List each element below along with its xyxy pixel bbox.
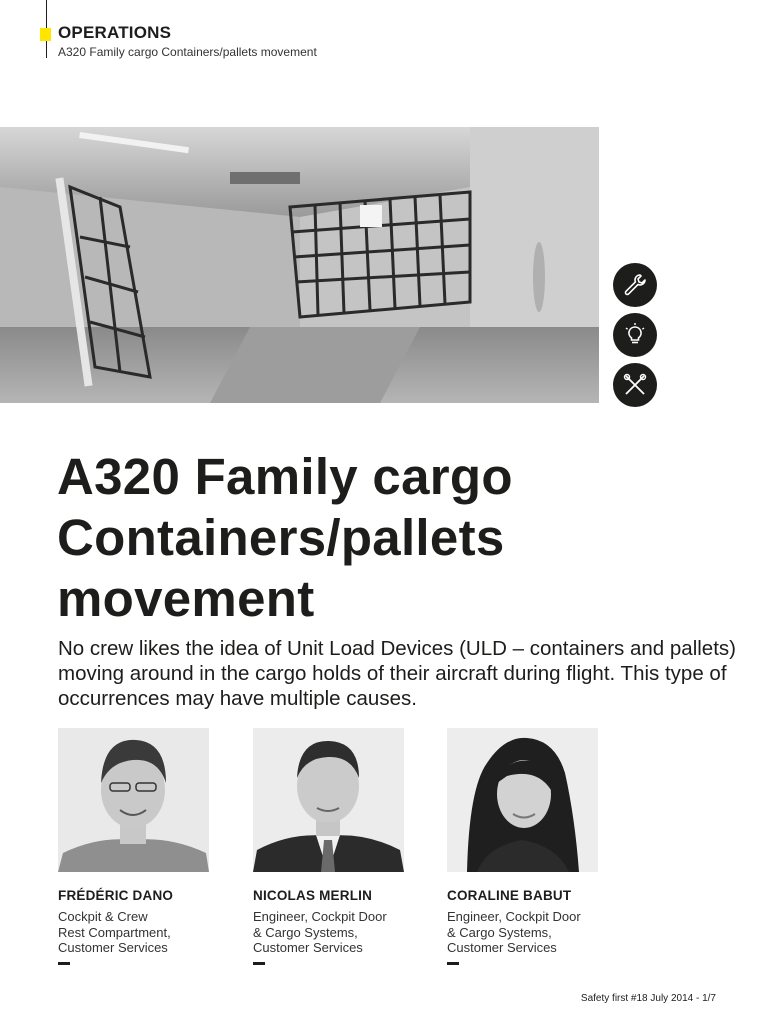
article-intro: No crew likes the idea of Unit Load Devices (ULD – containers and pallets) moving around in the cargo holds of their aircraft during flight. This type of occurrences may have multiple causes. (58, 637, 736, 710)
page-footer: Safety first #18 July 2014 - 1/7 (580, 993, 716, 1004)
lightbulb-icon (613, 313, 657, 357)
author-photo (447, 728, 598, 872)
author-role-line: Rest Compartment, (58, 924, 171, 940)
author-name: FRÉDÉRIC DANO (58, 888, 174, 903)
author-card (253, 728, 408, 965)
author-divider (58, 962, 70, 965)
author-role-line: Customer Services (253, 940, 363, 955)
article-title-line: movement (57, 570, 315, 627)
author-photo (58, 728, 209, 872)
author-photo (253, 728, 404, 872)
article-title-line: Containers/pallets (57, 509, 505, 566)
author-role (58, 909, 213, 956)
author-divider (447, 962, 459, 965)
author-name: CORALINE BABUT (447, 888, 572, 903)
author-role-line: Engineer, Cockpit Door (447, 909, 581, 924)
author-name: NICOLAS MERLIN (253, 888, 373, 903)
cargo-hold-photo (0, 127, 599, 403)
author-card (447, 728, 602, 965)
author-card (58, 728, 213, 965)
author-role-line: & Cargo Systems, (253, 924, 358, 940)
crossed-tools-icon (613, 363, 657, 407)
section-subtitle: A320 Family cargo Containers/pallets movement (58, 45, 317, 59)
author-role-line: Customer Services (58, 940, 168, 955)
wrench-icon (613, 263, 657, 307)
section-title: OPERATIONS (58, 23, 172, 42)
author-role-line: & Cargo Systems, (447, 924, 552, 940)
section-marker (40, 28, 51, 41)
author-role-line: Engineer, Cockpit Door (253, 909, 387, 924)
author-role (447, 909, 602, 956)
article-title-line: A320 Family cargo (57, 448, 513, 505)
side-icons (613, 263, 657, 413)
article-title (57, 446, 717, 629)
author-divider (253, 962, 265, 965)
author-role-line: Customer Services (447, 940, 557, 955)
author-role (253, 909, 408, 956)
author-role-line: Cockpit & Crew (58, 909, 148, 924)
